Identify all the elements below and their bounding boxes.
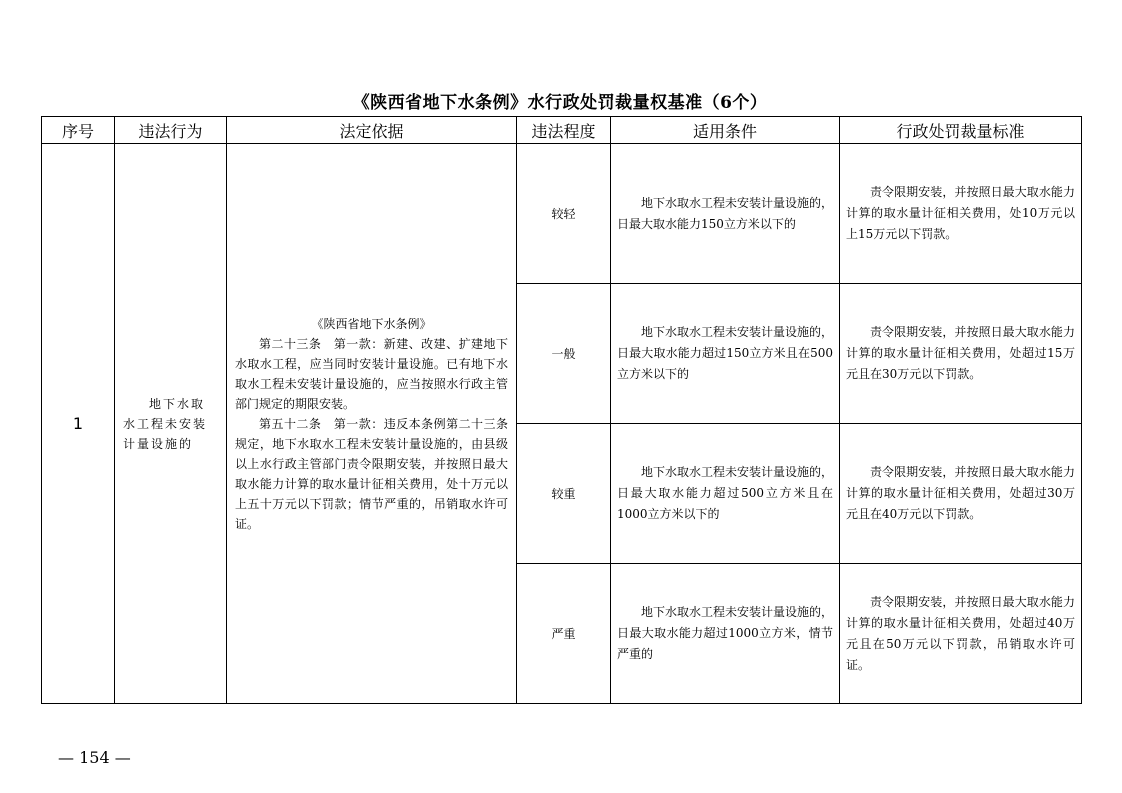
standard-text: 责令限期安装，并按照日最大取水能力计算的取水量计征相关费用，处超过30万元且在40万元以下罚款。: [846, 465, 1075, 521]
law-name: 《陕西省地下水条例》: [311, 316, 432, 331]
condition-text: 地下水取水工程未安装计量设施的，日最大取水能力超过500立方米且在1000立方米以下的: [617, 465, 834, 521]
degree-cell: 严重: [517, 564, 611, 704]
table-row: [42, 144, 1082, 284]
degree-cell: 较轻: [517, 144, 611, 284]
standard-text: 责令限期安装，并按照日最大取水能力计算的取水量计征相关费用，处超过40万元且在50万元以下罚款，吊销取水许可证。: [846, 594, 1075, 672]
condition-text: 地下水取水工程未安装计量设施的，日最大取水能力150立方米以下的: [617, 195, 834, 231]
header-index: 序号: [42, 117, 115, 144]
table-header-row: [42, 117, 1082, 144]
header-degree: 违法程度: [517, 117, 611, 144]
legal-basis-cell: [227, 144, 517, 704]
standard-cell: [840, 424, 1082, 564]
violation-line: 地下水取: [149, 396, 206, 411]
standard-cell: [840, 564, 1082, 704]
header-condition: 适用条件: [611, 117, 840, 144]
condition-cell: [611, 284, 840, 424]
degree-cell: 一般: [517, 284, 611, 424]
condition-cell: [611, 144, 840, 284]
article-52-text: 第五十二条 第一款：违反本条例第二十三条规定，地下水取水工程未安装计量设施的，由县级以上水行政主管部门责令限期安装，并按照日最大取水能力计算的取水量计征相关费用，处十万元以上五十万元以下罚款；情节严重的，吊销取水许可证。: [235, 416, 508, 531]
document-title: 《陕西省地下水条例》水行政处罚裁量权基准（6个）: [352, 93, 768, 113]
violation-line: 计量设施的: [123, 436, 194, 451]
condition-cell: [611, 564, 840, 704]
header-legal-basis: 法定依据: [227, 117, 517, 144]
penalty-standard-table: [41, 116, 1082, 704]
standard-text: 责令限期安装，并按照日最大取水能力计算的取水量计征相关费用，处超过15万元且在30万元以下罚款。: [846, 325, 1075, 381]
page-number: — 154 —: [58, 748, 131, 767]
condition-text: 地下水取水工程未安装计量设施的，日最大取水能力超过1000立方米，情节严重的: [617, 605, 834, 661]
violation-cell: [115, 144, 227, 704]
condition-text: 地下水取水工程未安装计量设施的，日最大取水能力超过150立方米且在500立方米以下的: [617, 325, 834, 381]
condition-cell: [611, 424, 840, 564]
standard-cell: [840, 144, 1082, 284]
standard-text: 责令限期安装，并按照日最大取水能力计算的取水量计征相关费用，处10万元以上15万元以下罚款。: [846, 185, 1075, 241]
header-penalty-standard: 行政处罚裁量标准: [840, 117, 1082, 144]
violation-line: 水工程未安装: [123, 416, 208, 431]
standard-cell: [840, 284, 1082, 424]
header-violation: 违法行为: [115, 117, 227, 144]
article-23-text: 第二十三条 第一款：新建、改建、扩建地下水取水工程，应当同时安装计量设施。已有地下水取水工程未安装计量设施的，应当按照水行政主管部门规定的期限安装。: [235, 336, 508, 411]
degree-cell: 较重: [517, 424, 611, 564]
item-index: 1: [42, 144, 115, 704]
